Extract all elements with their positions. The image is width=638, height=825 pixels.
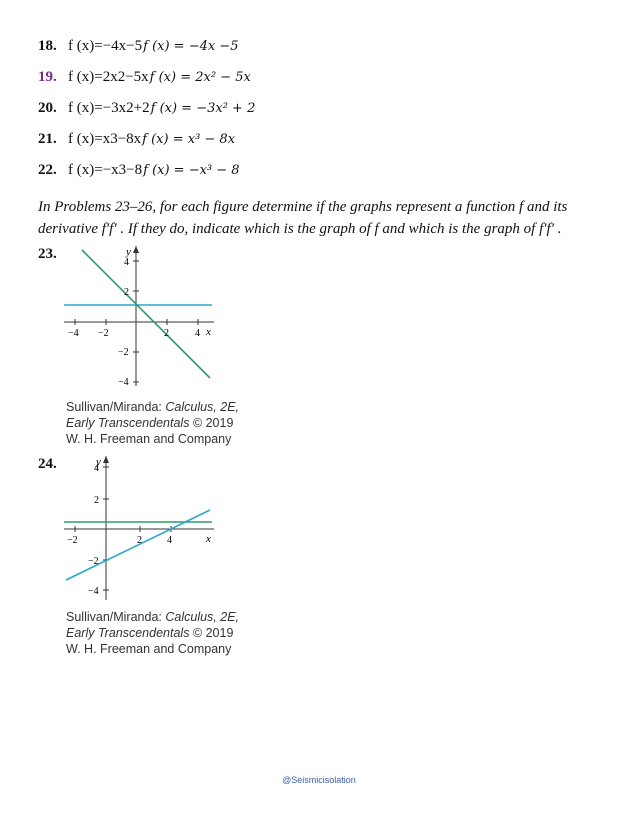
caption-title: Calculus, 2E, — [165, 400, 240, 414]
caption-title: Calculus, 2E, — [165, 610, 240, 624]
problem-number: 18. — [38, 38, 57, 54]
x-axis-label: x — [206, 533, 211, 545]
problem-number: 22. — [38, 162, 57, 178]
x-tick-label: −2 — [98, 328, 109, 339]
x-axis-label: x — [206, 326, 211, 338]
problem-number: 21. — [38, 131, 57, 147]
problem-text: f (x)=−4x−5 — [68, 38, 143, 54]
y-tick-label: −2 — [118, 347, 129, 358]
y-axis-label: y — [96, 456, 101, 468]
problem-21 — [38, 131, 235, 148]
problem-number: 20. — [38, 100, 57, 116]
figure-23-label: 23. — [38, 246, 57, 262]
problem-20 — [38, 100, 255, 117]
y-axis-label: y — [126, 246, 131, 258]
y-tick-label: 4 — [94, 463, 99, 474]
y-tick-label: 2 — [94, 495, 99, 506]
caption-subtitle: Early Transcendentals — [66, 416, 190, 430]
caption-subtitle: Early Transcendentals — [66, 626, 190, 640]
y-tick-label: −4 — [118, 377, 129, 388]
problem-18 — [38, 38, 239, 55]
decreasing-line-graph — [82, 250, 210, 378]
y-tick-label: −2 — [88, 556, 99, 567]
figure-24-graph — [60, 452, 220, 604]
y-axis-arrow — [133, 246, 139, 253]
x-tick-label: 4 — [195, 328, 200, 339]
figure-23-caption — [66, 399, 239, 447]
problem-formula: f (x) = −4x −5 — [143, 39, 239, 54]
y-tick-label: 2 — [124, 287, 129, 298]
problem-formula: f (x) = 2x² − 5x — [149, 70, 251, 85]
figure-24-label: 24. — [38, 456, 57, 472]
y-axis-arrow — [103, 456, 109, 463]
problem-22 — [38, 162, 240, 179]
x-tick-label: 2 — [164, 328, 169, 339]
y-tick-label: −4 — [88, 586, 99, 597]
problem-text: f (x)=2x2−5x — [68, 69, 149, 85]
x-tick-label: −4 — [68, 328, 79, 339]
problem-19 — [38, 69, 251, 86]
problem-text: f (x)=−3x2+2 — [68, 100, 150, 116]
caption-publisher: W. H. Freeman and Company — [66, 432, 232, 446]
problem-formula: f (x) = x³ − 8x — [142, 132, 236, 147]
instructions-line-2: derivative f′f′ . If they do, indicate which is the graph of f and which is the graph of f′f′ . — [38, 221, 562, 237]
problem-formula: f (x) = −3x² + 2 — [150, 101, 256, 116]
x-tick-label: −2 — [67, 535, 78, 546]
footer-watermark: @Seismicisolation — [282, 775, 356, 785]
problem-text: f (x)=x3−8x — [68, 131, 142, 147]
figure-23-graph — [60, 240, 220, 390]
problem-text: f (x)=−x3−8 — [68, 162, 143, 178]
caption-authors: Sullivan/Miranda: — [66, 610, 166, 624]
figure-24-caption — [66, 609, 239, 657]
caption-copyright: © 2019 — [189, 626, 234, 640]
x-tick-label: 4 — [167, 535, 172, 546]
instructions-line-1: In Problems 23–26, for each figure determine if the graphs represent a function f and its — [38, 199, 568, 215]
caption-authors: Sullivan/Miranda: — [66, 400, 166, 414]
caption-publisher: W. H. Freeman and Company — [66, 642, 232, 656]
problem-number: 19. — [38, 69, 57, 85]
x-tick-label: 2 — [137, 535, 142, 546]
problem-formula: f (x) = −x³ − 8 — [143, 163, 240, 178]
y-tick-label: 4 — [124, 257, 129, 268]
caption-copyright: © 2019 — [189, 416, 234, 430]
instructions-paragraph — [38, 196, 608, 240]
